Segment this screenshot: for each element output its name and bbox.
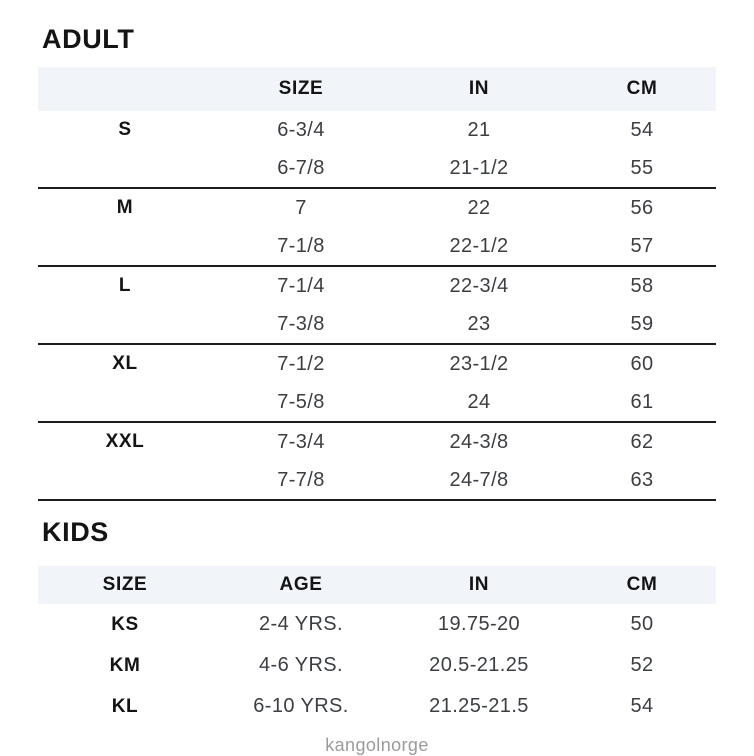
size-label-blank (38, 461, 212, 499)
size-value: 7-1/2 (277, 352, 325, 375)
table-row (38, 461, 716, 499)
size-value: 7-1/8 (277, 234, 325, 257)
size-value: 7-1/4 (277, 274, 325, 297)
size-label-blank (38, 149, 212, 187)
adult-header-size: SIZE (278, 78, 324, 99)
adult-header-in: IN (468, 78, 490, 99)
cm-value: 50 (630, 613, 654, 635)
size-label-blank (38, 227, 212, 265)
kids-header-age: AGE (279, 574, 323, 595)
kids-size-table (38, 566, 716, 727)
age-value: 4-6 YRS. (259, 654, 343, 676)
size-value: 6-7/8 (277, 156, 325, 179)
cm-value: 62 (630, 430, 654, 453)
adult-header-cm: CM (626, 78, 658, 99)
in-value: 24-3/8 (449, 430, 509, 453)
in-value: 20.5-21.25 (429, 654, 529, 676)
in-value: 22-1/2 (449, 234, 509, 257)
size-value: 7-5/8 (277, 390, 325, 413)
age-value: 6-10 YRS. (253, 695, 349, 717)
cm-value: 60 (630, 352, 654, 375)
adult-size-group-xxl (38, 423, 716, 501)
size-label: XL (112, 353, 138, 374)
cm-value: 59 (630, 312, 654, 335)
kids-table-header-row (38, 566, 716, 604)
size-label: L (118, 275, 132, 296)
table-row (38, 267, 716, 305)
kids-header-size: SIZE (102, 574, 148, 595)
cm-value: 57 (630, 234, 654, 257)
in-value: 23-1/2 (449, 352, 509, 375)
adult-size-group-xl (38, 345, 716, 423)
table-row (38, 604, 716, 645)
in-value: 24 (467, 390, 491, 413)
adult-size-table (38, 67, 716, 501)
in-value: 21.25-21.5 (429, 695, 529, 717)
brand-watermark: kangolnorge (325, 735, 429, 755)
size-label: S (118, 119, 132, 140)
size-label-blank (38, 305, 212, 343)
in-value: 19.75-20 (437, 613, 521, 635)
size-label: XXL (105, 431, 145, 452)
size-value: 7 (295, 196, 307, 219)
adult-section-title: ADULT (42, 24, 135, 54)
in-value: 21 (467, 118, 491, 141)
table-row (38, 686, 716, 727)
cm-value: 61 (630, 390, 654, 413)
cm-value: 63 (630, 468, 654, 491)
kids-header-in: IN (468, 574, 490, 595)
kids-section-title: KIDS (42, 517, 109, 547)
size-label: KL (111, 695, 139, 717)
kids-header-cm: CM (626, 574, 658, 595)
size-label: KM (109, 654, 141, 676)
adult-table-header-row (38, 67, 716, 111)
size-value: 7-7/8 (277, 468, 325, 491)
table-row (38, 111, 716, 149)
in-value: 22-3/4 (449, 274, 509, 297)
in-value: 24-7/8 (449, 468, 509, 491)
cm-value: 56 (630, 196, 654, 219)
table-row (38, 189, 716, 227)
cm-value: 54 (630, 695, 654, 717)
in-value: 21-1/2 (449, 156, 509, 179)
adult-size-group-m (38, 189, 716, 267)
table-row (38, 423, 716, 461)
adult-size-group-s (38, 111, 716, 189)
cm-value: 55 (630, 156, 654, 179)
table-row (38, 345, 716, 383)
adult-size-group-l (38, 267, 716, 345)
size-label: KS (111, 613, 139, 635)
size-value: 7-3/4 (277, 430, 325, 453)
age-value: 2-4 YRS. (259, 613, 343, 635)
page-footer (38, 735, 716, 756)
table-row (38, 305, 716, 343)
cm-value: 58 (630, 274, 654, 297)
size-value: 6-3/4 (277, 118, 325, 141)
table-row (38, 383, 716, 421)
size-label: M (116, 197, 134, 218)
cm-value: 54 (630, 118, 654, 141)
adult-header-blank (38, 67, 212, 111)
table-row (38, 149, 716, 187)
table-row (38, 227, 716, 265)
table-row (38, 645, 716, 686)
cm-value: 52 (630, 654, 654, 676)
in-value: 23 (467, 312, 491, 335)
in-value: 22 (467, 196, 491, 219)
size-label-blank (38, 383, 212, 421)
size-value: 7-3/8 (277, 312, 325, 335)
